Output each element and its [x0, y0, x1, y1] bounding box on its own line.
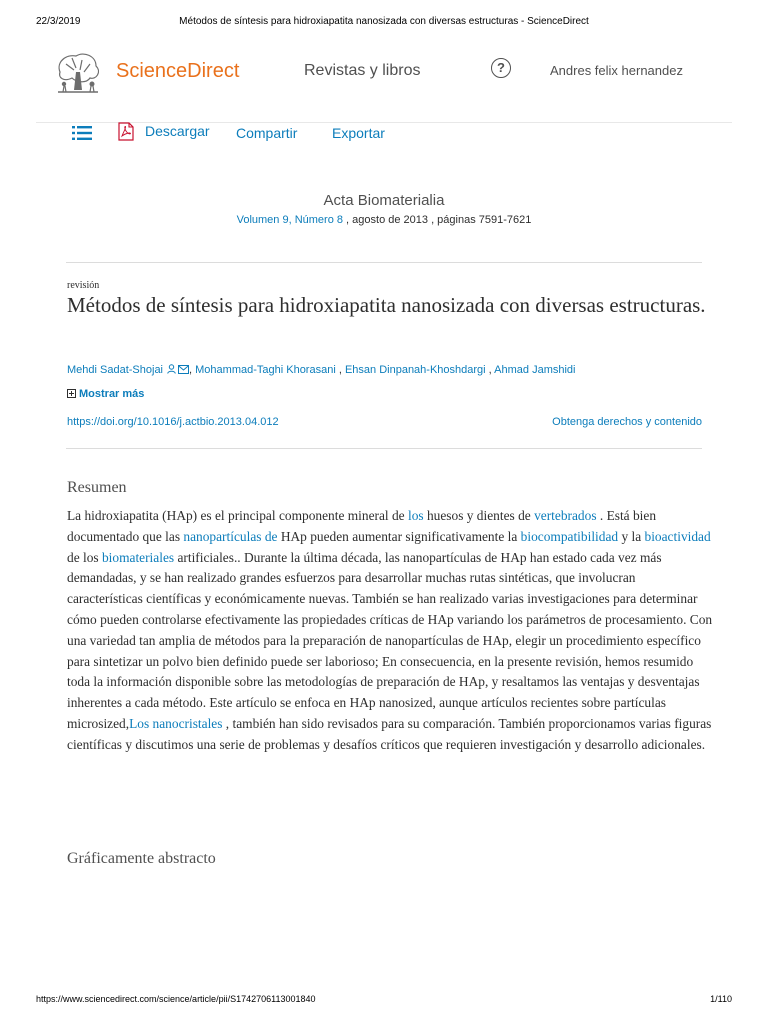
email-icon[interactable]	[178, 365, 189, 374]
abstract-inline-link[interactable]: biocompatibilidad	[520, 528, 619, 544]
article-type: revisión	[67, 280, 100, 291]
abstract-inline-link[interactable]: bioactividad	[644, 528, 711, 544]
abstract-text-run: . Está bien documentado que las	[67, 508, 657, 544]
abstract-text-run: y la	[618, 528, 645, 544]
abstract-inline-link[interactable]: vertebrados	[534, 508, 597, 523]
plus-icon	[67, 389, 76, 398]
print-date: 22/3/2019	[36, 16, 81, 27]
article-title: Métodos de síntesis para hidroxiapatita nanosizada con diversas estructuras.	[67, 293, 706, 317]
user-account-link[interactable]: Andres felix hernandez	[550, 63, 683, 78]
show-more-label: Mostrar más	[79, 388, 145, 400]
graphical-abstract-heading: Gráficamente abstracto	[67, 850, 216, 867]
pdf-icon[interactable]	[117, 122, 135, 141]
share-button[interactable]: Compartir	[236, 125, 298, 141]
print-header	[0, 16, 768, 32]
abstract-text-run: artificiales.. Durante la última década, las nanopartículas de HAp han estado cada vez más demandadas, y se han realizado grandes esfuerzos para desarrollar muchas rutas sintéticas, que involucran características científicas y económicamente nuevas. También se han realizado varias investigaciones para determinar cómo pueden controlarse efectivamente las propiedades críticas de HAp variando los parámetros de procesamiento. Con una variedad tan amplia de métodos para la preparación de nanopartículas de HAp, elegir un procedimiento específico para sintetizar un polvo bien definido puede ser laborioso; En consecuencia, en la presente revisión, hemos resumido toda la información disponible sobre las metodologías de preparación de HAp, y resaltamos las ventajas y desventajas inherentes a cada método. Este artículo se enfoca en HAp nanosized, aunque artículos recientes sobre partículas microsized,	[67, 549, 713, 731]
abstract-text-run: huesos y dientes de	[423, 508, 535, 523]
print-url: https://www.sciencedirect.com/science/article/pii/S1742706113001840	[36, 994, 316, 1004]
person-icon[interactable]	[167, 364, 176, 374]
outline-list-icon[interactable]	[72, 126, 92, 140]
export-button[interactable]: Exportar	[332, 125, 385, 141]
download-button[interactable]: Descargar	[145, 123, 210, 139]
author-link[interactable]: Ahmad Jamshidi	[494, 364, 576, 376]
abstract-text-run: La hidroxiapatita (HAp) es el principal componente mineral de	[67, 508, 408, 523]
journal-volume-link[interactable]: Volumen 9, Número 8	[236, 214, 343, 226]
elsevier-tree-logo-icon[interactable]	[52, 50, 104, 96]
abstract-text-run: HAp pueden aumentar significativamente la	[277, 528, 521, 544]
section-divider	[66, 448, 702, 449]
print-document-title: Métodos de síntesis para hidroxiapatita nanosizada con diversas estructuras - ScienceDirect	[179, 16, 589, 27]
site-header	[0, 44, 768, 100]
nav-journals-books[interactable]: Revistas y libros	[304, 62, 421, 79]
author-link[interactable]: Mehdi Sadat-Shojai	[67, 364, 164, 376]
print-page-number: 1/110	[710, 994, 732, 1004]
abstract-inline-link[interactable]: biomateriales	[101, 549, 175, 565]
doi-link[interactable]: https://doi.org/10.1016/j.actbio.2013.04.012	[67, 416, 279, 428]
abstract-inline-link[interactable]: los	[407, 508, 424, 523]
journal-issue-details: , agosto de 2013 , páginas 7591-7621	[343, 214, 532, 226]
abstract-inline-link[interactable]: nanopartículas de	[183, 528, 278, 544]
show-more-button[interactable]	[67, 388, 144, 400]
abstract-text	[67, 506, 713, 756]
rights-content-link[interactable]: Obtenga derechos y contenido	[552, 416, 702, 428]
section-divider	[66, 262, 702, 263]
sciencedirect-brand-link[interactable]: ScienceDirect	[116, 60, 240, 82]
author-link[interactable]: Mohammad-Taghi Khorasani	[195, 364, 336, 376]
article-toolbar	[0, 120, 768, 150]
abstract-heading: Resumen	[67, 479, 127, 496]
abstract-inline-link[interactable]: Los nanocristales	[129, 715, 223, 731]
abstract-text-run: de los	[67, 549, 102, 565]
author-list: Mehdi Sadat-Shojai , Mohammad-Taghi Khorasani , Ehsan Dinpanah-Khoshdargi , Ahmad Jamshidi	[67, 364, 576, 376]
journal-name[interactable]: Acta Biomaterialia	[323, 192, 445, 209]
author-link[interactable]: Ehsan Dinpanah-Khoshdargi	[344, 364, 486, 376]
print-footer	[0, 994, 768, 1008]
help-icon[interactable]: ?	[491, 58, 511, 78]
journal-issue-info	[0, 214, 768, 226]
abstract-text-run: , también han sido revisados para su comparación. También proporcionamos varias figuras científicas y discutimos una serie de problemas y desafíos críticos que requieren investigación y desarrollo adicionales.	[67, 715, 712, 752]
